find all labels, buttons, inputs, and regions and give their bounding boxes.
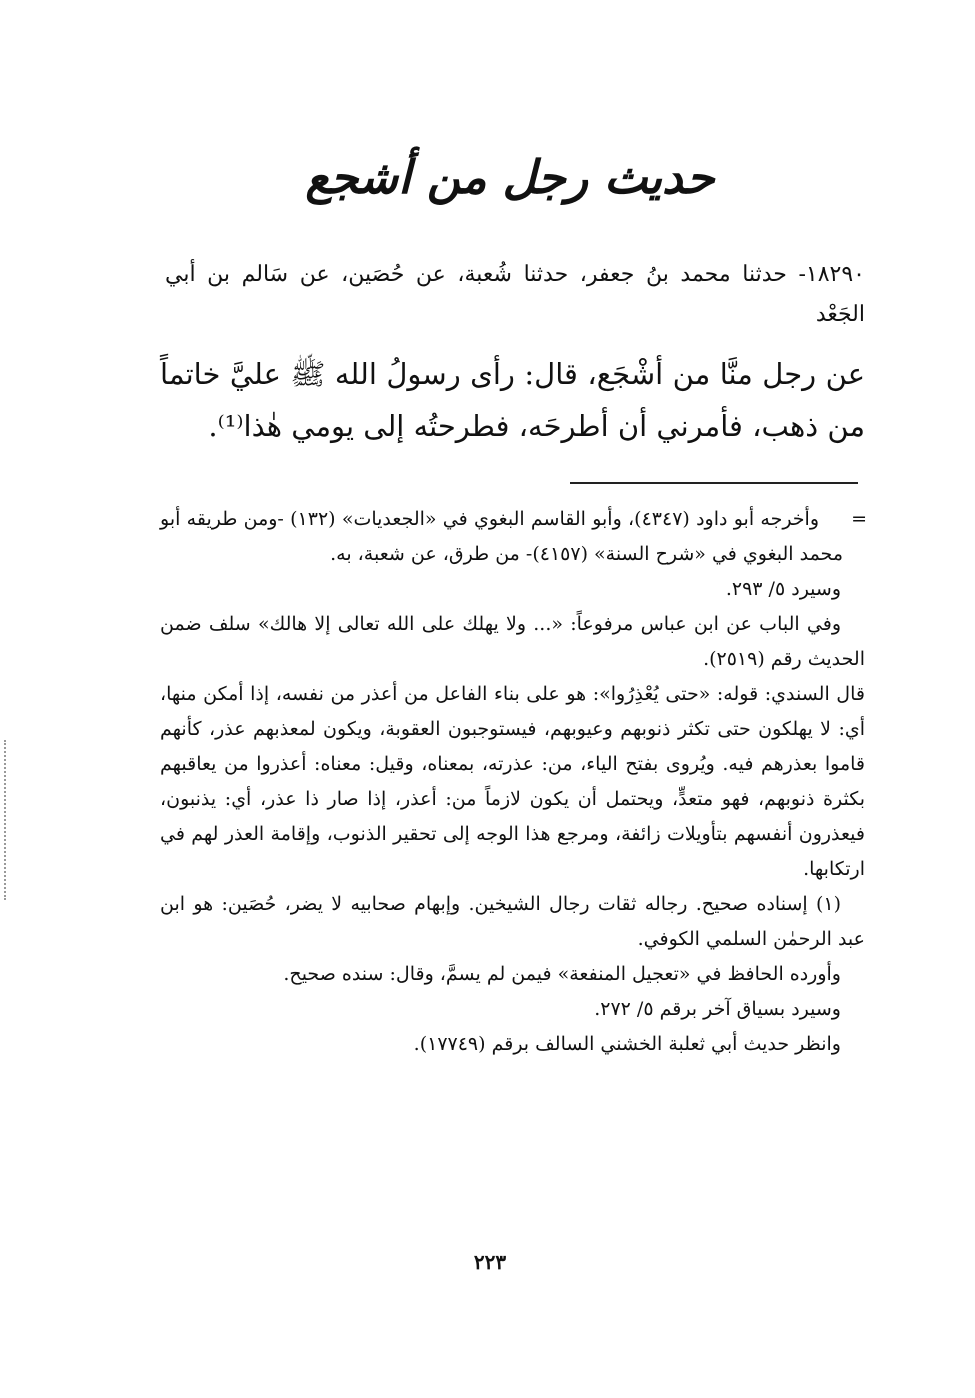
footnote-paragraph: وأخرجه أبو داود (٤٣٤٧)، وأبو القاسم البغوي في «الجعديات» (١٣٢) -ومن طريقه أبو محمد البغوي في «شرح السنة» (٤١٥٧)- من طرق، عن شعبة، به. bbox=[160, 508, 843, 565]
matn-text: عن رجل منَّا من أشْجَع، قال: رأى رسولُ الله ﷺ عليَّ خاتماً من ذهب، فأمرني أن أطرحَه، فطرحتُه إلى يومي هٰذا⁽¹⁾. bbox=[160, 357, 865, 443]
footnote-separator bbox=[570, 482, 858, 484]
margin-dots bbox=[4, 740, 7, 900]
isnad-text: ١٨٢٩٠- حدثنا محمد بنُ جعفر، حدثنا شُعبة، عن حُصَين، عن سَالم بن أبي الجَعْد bbox=[165, 262, 865, 327]
footnotes bbox=[160, 502, 865, 1062]
footnote-paragraph: قال السندي: قوله: «حتى يُعْذِرُوا»: هو على بناء الفاعل من أعذر من نفسه، إذا أمكن منها، أي: لا يهلكون حتى تكثر ذنوبهم وعيوبهم، فيستوجبون العقوبة، ويكون لمعذبهم عذر، كأنهم قاموا بعذرهم فيه. ويُروى بفتح الياء، من: عذرته، بمعناه، وقيل: معناه: أعذروا من يعاقبهم بكثرة ذنوبهم، فهو متعدٍّ، ويحتمل أن يكون لازماً من: أعذر، إذا صار ذا عذر، أي: يذنبون، فيعذرون أنفسهم بتأويلات زائفة، ومرجع هذا الوجه إلى تحقير الذنوب، وإقامة العذر لهم في ارتكابها. bbox=[160, 683, 865, 880]
continuation-marker: = bbox=[851, 508, 867, 530]
footnote-paragraph: وسيرد بسياق آخر برقم ٥/ ٢٧٢. bbox=[594, 998, 841, 1020]
footnote-paragraph: وأورده الحافظ في «تعجيل المنفعة» فيمن لم يسمَّ، وقال: سنده صحيح. bbox=[283, 963, 841, 985]
hadith-heading: حديث رجل من أشجع bbox=[305, 150, 715, 204]
page-number: ٢٢٣ bbox=[473, 1250, 507, 1274]
footnote-paragraph: (١) إسناده صحيح. رجاله ثقات رجال الشيخين. وإبهام صحابيه لا يضر، حُصَين: هو ابن عبد الرحمٰن السلمي الكوفي. bbox=[160, 893, 865, 950]
footnote-paragraph: وانظر حديث أبي ثعلبة الخشني السالف برقم (١٧٧٤٩). bbox=[413, 1033, 841, 1055]
footnote-paragraph: وفي الباب عن ابن عباس مرفوعاً: «... ولا يهلك على الله تعالى إلا هالك» سلف ضمن الحديث رقم (٢٥١٩). bbox=[160, 613, 865, 670]
footnote-paragraph: وسيرد ٥/ ٢٩٣. bbox=[725, 578, 841, 600]
